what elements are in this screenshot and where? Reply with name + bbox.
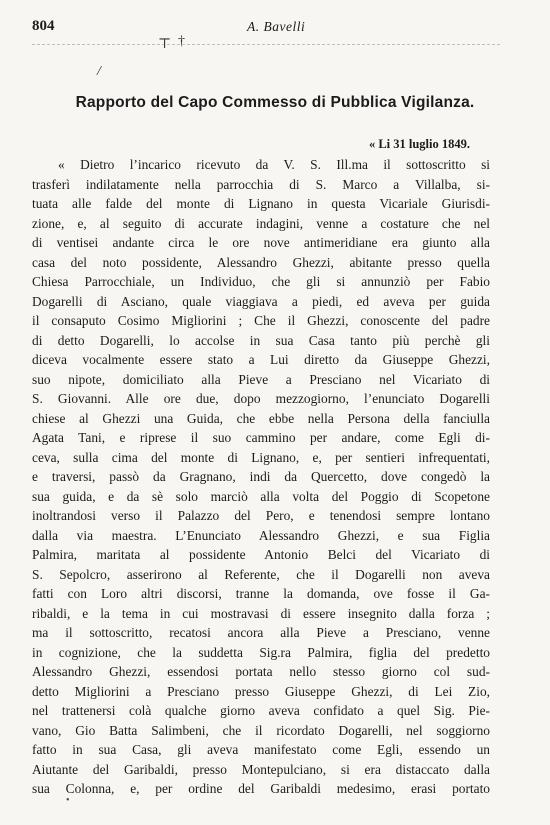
text-line: in cognizione, che la suddetta Sig.ra Palmira, figlia del predetto (32, 644, 490, 660)
text-line: fatto in sua Casa, gli aveva manifestato come Egli, essendo un (32, 742, 490, 757)
text-line: nel trattenersi colà qualche giorno aveva confidato a quel Sig. Pie- (32, 703, 490, 718)
text-line: zione, e, al seguito di accurate indagini, venne a costature che nel (32, 215, 490, 231)
text-line: suo nipote, domiciliato alla Pieve a Presciano nel Vicariato di (32, 371, 490, 387)
text-line: sua Colonna, e, per ordine del Garibaldi medesimo, erasi portato (32, 781, 490, 796)
text-line: chiese al Ghezzi una Guida, che ebbe nella Persona della fanciulla (32, 410, 490, 426)
dateline: « Li 31 luglio 1849. (368, 137, 470, 151)
text-line: detto Migliorini a Presciano presso Giuseppe Ghezzi, di Lei Zio, (32, 683, 490, 699)
text-line: di ventisei andante circa le ore nove antimeridiane era giunto alla (32, 235, 490, 250)
ink-mark: ⊤ (158, 37, 172, 52)
text-line: trasferì indilatamente nella parrocchia di S. Marco a Villalba, si- (32, 176, 490, 192)
text-line: Agata Tani, e riprese il suo cammino per andare, come Egli di- (32, 430, 490, 445)
page-header (32, 18, 500, 38)
text-line: ceva, sulla cima del monte di Lignano, e, per sentieri infrequentati, (32, 449, 490, 465)
text-line: « Dietro l’incarico ricevuto da V. S. Ill.ma il sottoscritto si (58, 157, 490, 172)
text-line: vano, Gio Batta Salimbeni, che il ricordato Dogarelli, nel soggiorno (32, 722, 490, 738)
text-line: tuata alle falde del monte di Lignano in questa Vicariale Giurisdi- (32, 196, 490, 211)
ink-mark: / (97, 64, 101, 79)
text-line: ribaldi, e la tema in cui mostravasi di essere insegnito dalla forza ; (32, 605, 490, 621)
ink-mark: † (178, 34, 185, 49)
text-line: sua guida, e da sè solo marciò alla volta del Poggio di Scopetone (32, 488, 490, 504)
header-rule (32, 44, 500, 45)
text-line: di detto Dogarelli, lo accolse in sua Casa tanto più perchè gli (32, 332, 490, 348)
ink-mark: • (66, 795, 70, 806)
text-line: fatti con Loro altri discorsi, tranne la domanda, ove fosse il Ga- (32, 586, 490, 601)
running-head: A. Bavelli (247, 19, 306, 34)
document-title: Rapporto del Capo Commesso di Pubblica Vigilanza. (75, 94, 475, 111)
text-line: ma il sottoscritto, recatosi ancora alla Pieve a Presciano, venne (32, 625, 490, 640)
text-line: dalla via maestra. L’Enunciato Alessandro Ghezzi, e sua Figlia (32, 527, 490, 543)
text-line: Aiutante del Garibaldi, presso Montepulciano, si era distaccato dalla (32, 761, 490, 777)
text-line: Alessandro Ghezzi, essendosi portata nello stesso giorno col sud- (32, 664, 490, 679)
text-line: Chiesa Parrocchiale, un Individuo, che gli si annunziò per Fabio (32, 274, 490, 289)
text-line: S. Sepolcro, asserirono al Referente, che il Dogarelli non aveva (32, 566, 490, 582)
text-line: casa del noto possidente, Alessandro Ghezzi, abitante presso quella (32, 254, 490, 270)
text-line: e traversi, passò da Gragnano, indi da Quercetto, dove congedò la (32, 469, 490, 484)
page-number: 804 (32, 18, 55, 34)
report-body (32, 155, 490, 799)
text-line: il consaputo Cosimo Migliorini ; Che il Ghezzi, conoscente del padre (32, 313, 490, 328)
text-line: inoltrandosi verso il Palazzo del Pero, e tenendosi sempre lontano (32, 508, 490, 523)
text-line: diceva vocalmente essere stato a Lui diretto da Giuseppe Ghezzi, (32, 352, 490, 367)
text-line: S. Giovanni. Alle ore due, dopo mezzogiorno, l’enunciato Dogarelli (32, 391, 490, 406)
text-line: Palmira, maritata al possidente Antonio Belci del Vicariato di (32, 547, 490, 562)
text-line: Dogarelli di Asciano, quale viaggiava a piedi, ed aveva per guida (32, 293, 490, 309)
